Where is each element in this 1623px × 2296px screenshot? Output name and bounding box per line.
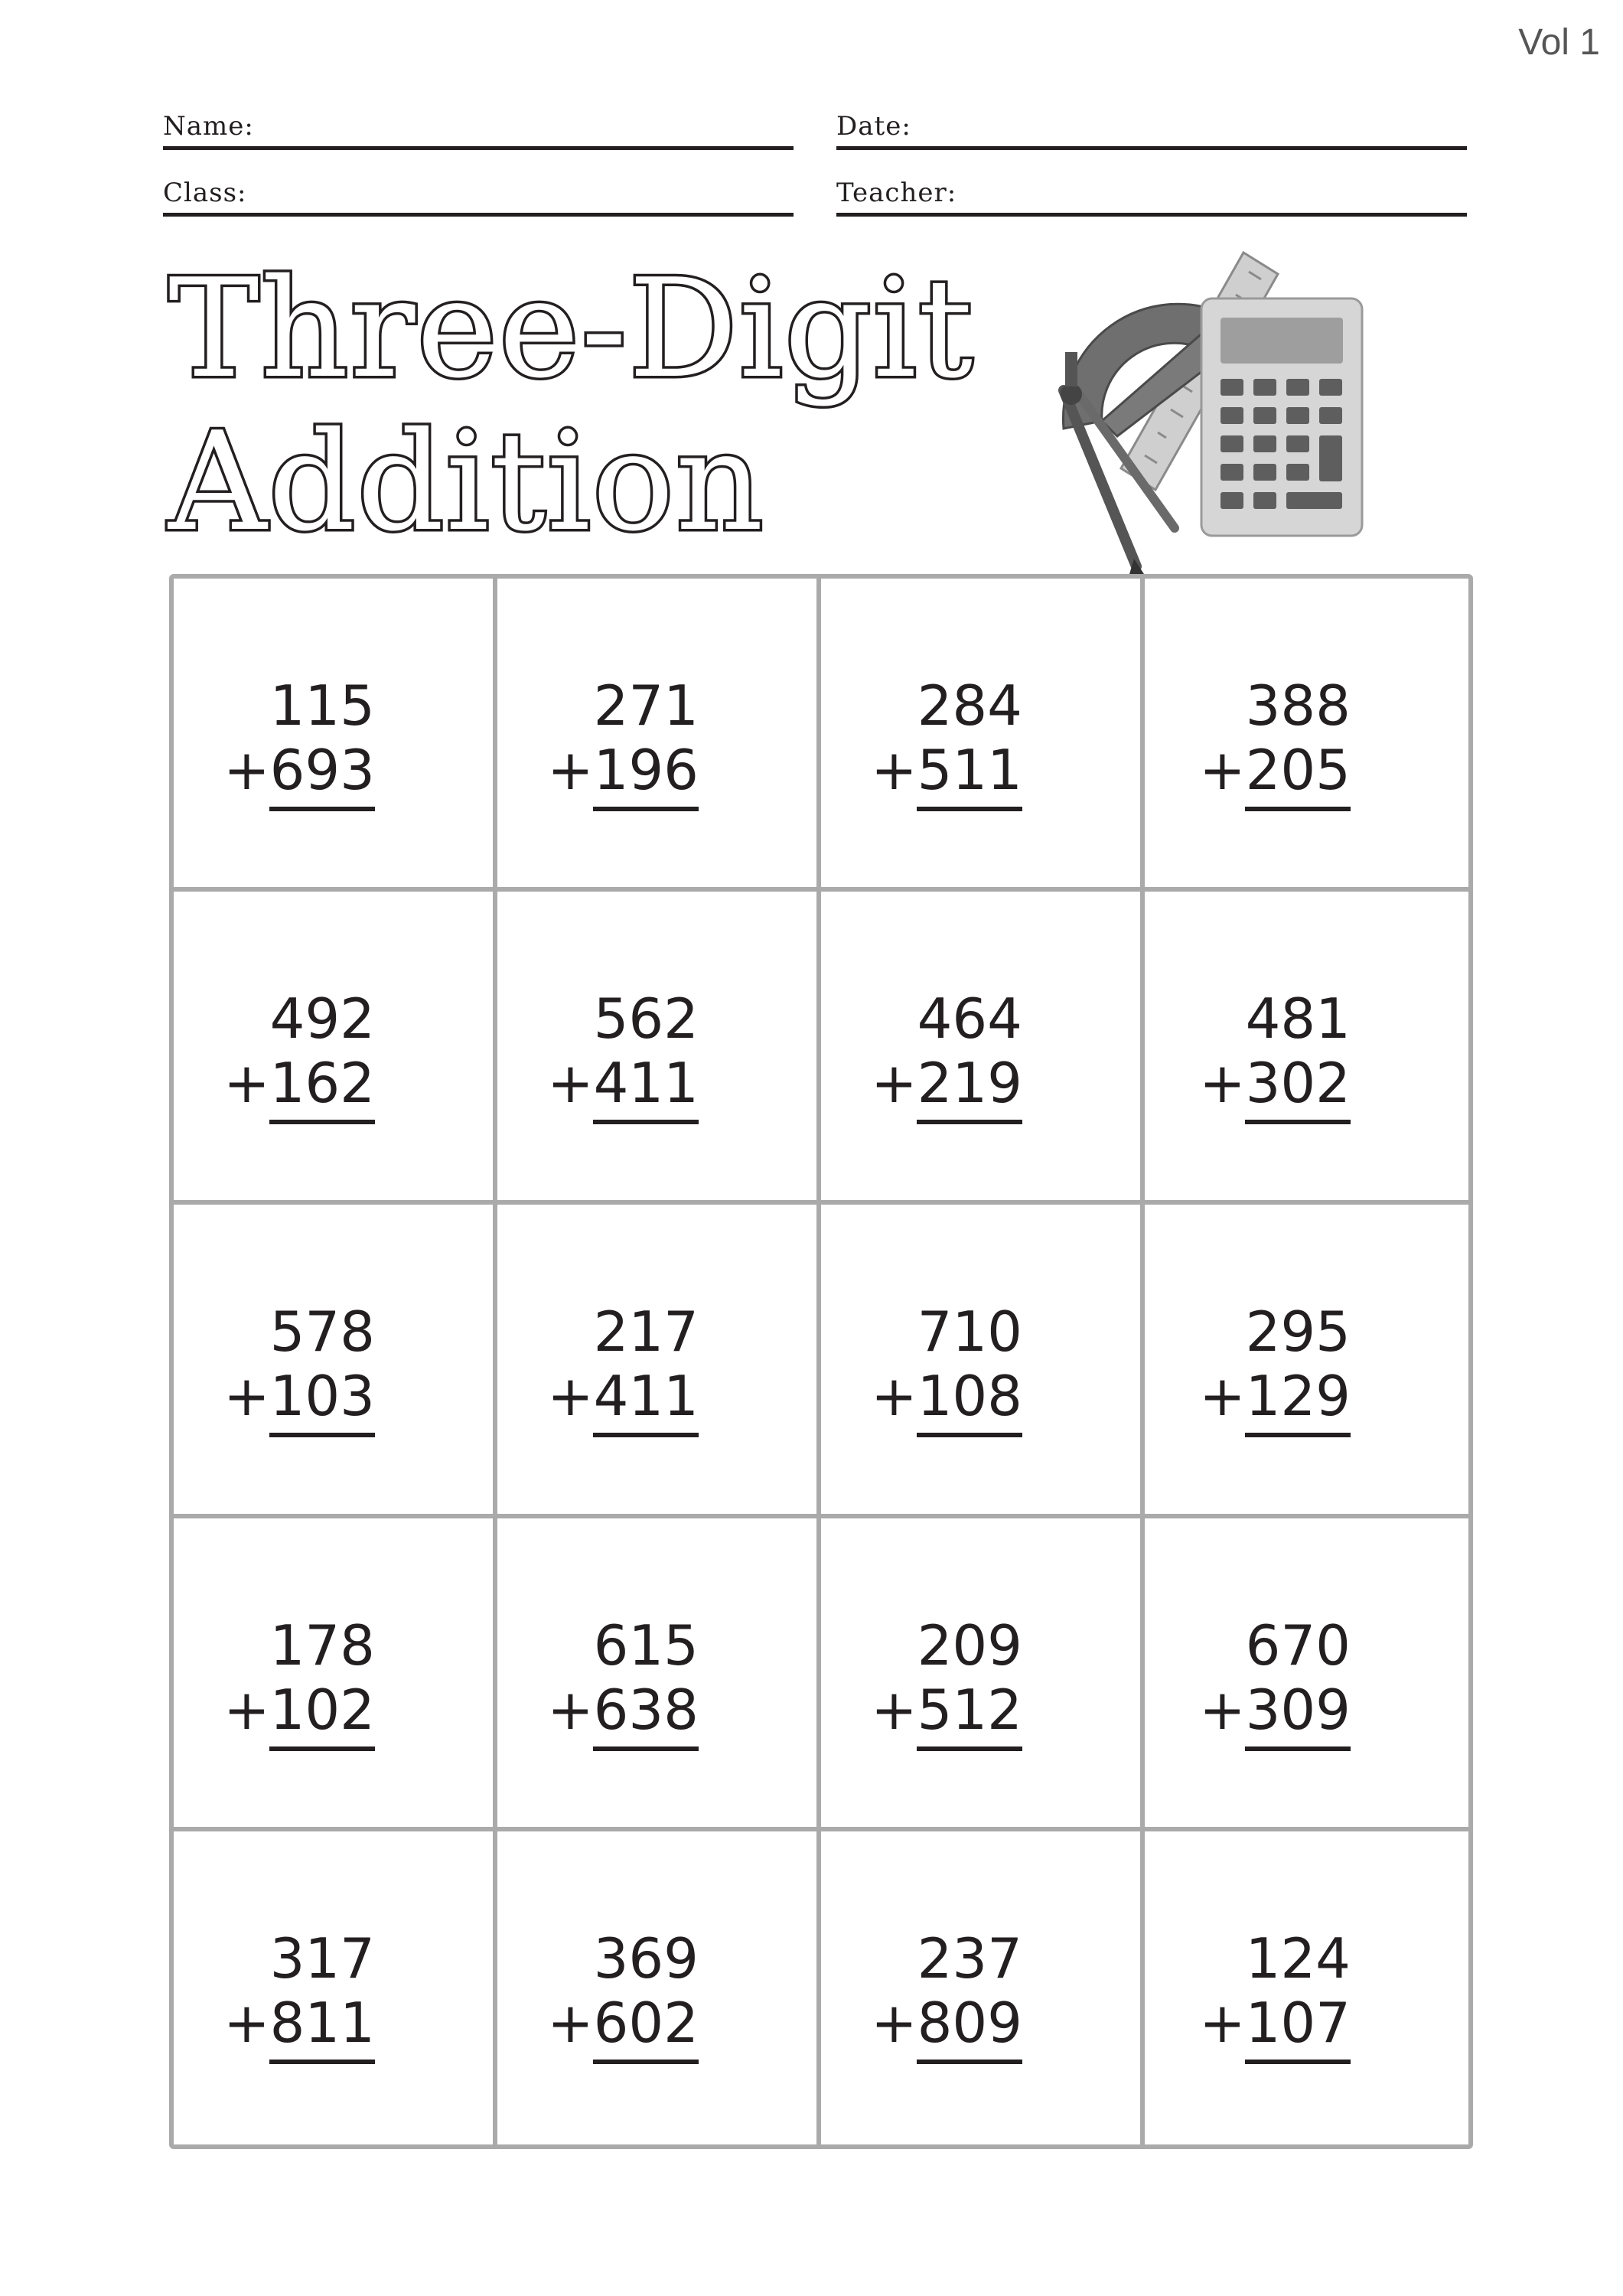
answer-line xyxy=(269,1120,375,1124)
top-addend: 271 xyxy=(593,673,699,738)
problem-cell[interactable] xyxy=(821,1518,1145,1831)
answer-line xyxy=(593,807,699,811)
problem-cell[interactable] xyxy=(821,579,1145,892)
bottom-addend: +411 xyxy=(547,1051,699,1116)
problem xyxy=(1182,987,1351,1115)
bottom-addend: +102 xyxy=(223,1677,375,1742)
problem-cell[interactable] xyxy=(1145,579,1468,892)
problem xyxy=(1182,673,1351,802)
problem-cell[interactable] xyxy=(821,1831,1145,2144)
problem-cell[interactable] xyxy=(497,892,821,1205)
problem xyxy=(854,987,1022,1115)
top-addend: 562 xyxy=(593,987,699,1052)
problem-cell[interactable] xyxy=(174,579,497,892)
bottom-addend: +602 xyxy=(547,1990,699,2055)
answer-line xyxy=(593,2060,699,2064)
problem-cell[interactable] xyxy=(174,1205,497,1518)
answer-line xyxy=(917,1433,1022,1437)
top-addend: 124 xyxy=(1245,1926,1351,1991)
bottom-addend: +196 xyxy=(547,738,699,802)
problem xyxy=(530,1300,699,1428)
problem-cell[interactable] xyxy=(174,1518,497,1831)
top-addend: 615 xyxy=(593,1613,699,1678)
teacher-field[interactable] xyxy=(836,140,1467,217)
answer-line xyxy=(917,1120,1022,1124)
top-addend: 481 xyxy=(1245,987,1351,1052)
problem-cell[interactable] xyxy=(497,1831,821,2144)
top-addend: 464 xyxy=(917,987,1022,1052)
name-field[interactable] xyxy=(163,73,794,150)
problem xyxy=(530,1613,699,1742)
problem xyxy=(530,987,699,1115)
problem xyxy=(854,1926,1022,2055)
problem-cell[interactable] xyxy=(821,892,1145,1205)
answer-line xyxy=(269,1746,375,1751)
problem xyxy=(854,1613,1022,1742)
volume-label: Vol 1 xyxy=(1518,22,1600,63)
class-field[interactable] xyxy=(163,140,794,217)
bottom-addend: +638 xyxy=(547,1677,699,1742)
problem xyxy=(207,1613,375,1742)
problem-cell[interactable] xyxy=(821,1205,1145,1518)
answer-line xyxy=(1245,1746,1351,1751)
problem xyxy=(854,1300,1022,1428)
answer-line xyxy=(593,1433,699,1437)
answer-line xyxy=(269,2060,375,2064)
problem xyxy=(1182,1926,1351,2055)
top-addend: 369 xyxy=(593,1926,699,1991)
problem xyxy=(207,1926,375,2055)
problem-cell[interactable] xyxy=(174,892,497,1205)
math-tools-illustration xyxy=(1048,237,1377,574)
teacher-label: Teacher: xyxy=(836,178,957,208)
bottom-addend: +108 xyxy=(871,1364,1022,1429)
problem-cell[interactable] xyxy=(174,1831,497,2144)
bottom-addend: +302 xyxy=(1199,1051,1351,1116)
answer-line xyxy=(917,807,1022,811)
answer-line xyxy=(269,1433,375,1437)
answer-line xyxy=(1245,1120,1351,1124)
top-addend: 178 xyxy=(269,1613,375,1678)
answer-line xyxy=(1245,1433,1351,1437)
problem xyxy=(207,673,375,802)
bottom-addend: +511 xyxy=(871,738,1022,802)
bottom-addend: +219 xyxy=(871,1051,1022,1116)
class-label: Class: xyxy=(163,178,247,208)
title-line-1: Three-Digit xyxy=(168,249,975,408)
top-addend: 710 xyxy=(917,1300,1022,1365)
answer-line xyxy=(1245,807,1351,811)
problem-cell[interactable] xyxy=(497,579,821,892)
bottom-addend: +205 xyxy=(1199,738,1351,802)
bottom-addend: +129 xyxy=(1199,1364,1351,1429)
problem xyxy=(530,673,699,802)
name-label: Name: xyxy=(163,111,254,142)
top-addend: 670 xyxy=(1245,1613,1351,1678)
answer-line xyxy=(593,1120,699,1124)
problem-cell[interactable] xyxy=(1145,1831,1468,2144)
calculator-icon xyxy=(1201,298,1362,536)
answer-line xyxy=(917,2060,1022,2064)
bottom-addend: +162 xyxy=(223,1051,375,1116)
problem xyxy=(207,1300,375,1428)
bottom-addend: +693 xyxy=(223,738,375,802)
problem-cell[interactable] xyxy=(497,1518,821,1831)
top-addend: 492 xyxy=(269,987,375,1052)
answer-line xyxy=(269,807,375,811)
answer-line xyxy=(593,1746,699,1751)
date-field[interactable] xyxy=(836,73,1467,150)
top-addend: 578 xyxy=(269,1300,375,1365)
bottom-addend: +809 xyxy=(871,1990,1022,2055)
top-addend: 209 xyxy=(917,1613,1022,1678)
page-title xyxy=(168,249,975,561)
title-line-2: Addition xyxy=(168,403,765,561)
problem xyxy=(1182,1300,1351,1428)
problem-cell[interactable] xyxy=(1145,1518,1468,1831)
problem-grid xyxy=(169,574,1473,2149)
bottom-addend: +512 xyxy=(871,1677,1022,1742)
problem xyxy=(1182,1613,1351,1742)
bottom-addend: +411 xyxy=(547,1364,699,1429)
top-addend: 295 xyxy=(1245,1300,1351,1365)
answer-line xyxy=(917,1746,1022,1751)
answer-line xyxy=(1245,2060,1351,2064)
problem-cell[interactable] xyxy=(1145,892,1468,1205)
bottom-addend: +309 xyxy=(1199,1677,1351,1742)
top-addend: 115 xyxy=(269,673,375,738)
date-label: Date: xyxy=(836,111,911,142)
bottom-addend: +107 xyxy=(1199,1990,1351,2055)
top-addend: 217 xyxy=(593,1300,699,1365)
top-addend: 284 xyxy=(917,673,1022,738)
problem-cell[interactable] xyxy=(497,1205,821,1518)
bottom-addend: +103 xyxy=(223,1364,375,1429)
problem xyxy=(530,1926,699,2055)
top-addend: 388 xyxy=(1245,673,1351,738)
bottom-addend: +811 xyxy=(223,1990,375,2055)
top-addend: 237 xyxy=(917,1926,1022,1991)
top-addend: 317 xyxy=(269,1926,375,1991)
problem xyxy=(207,987,375,1115)
problem xyxy=(854,673,1022,802)
problem-cell[interactable] xyxy=(1145,1205,1468,1518)
